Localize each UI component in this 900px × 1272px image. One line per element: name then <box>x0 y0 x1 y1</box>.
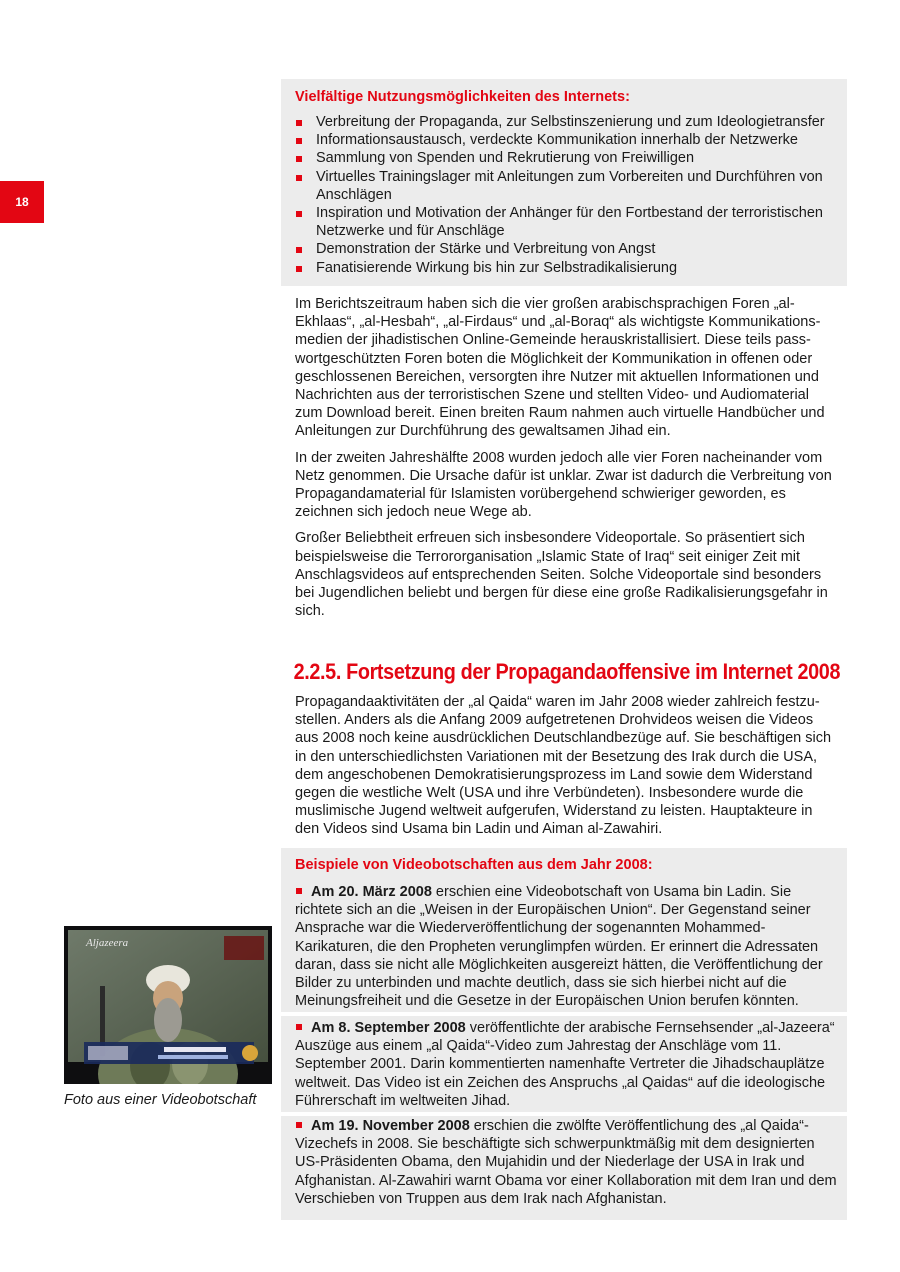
usage-list <box>295 113 835 277</box>
body-text <box>281 295 847 628</box>
video-still-illustration <box>64 926 272 1084</box>
example-date: Am 19. November 2008 <box>311 1118 470 1134</box>
example-date: Am 20. März 2008 <box>311 884 432 900</box>
photo-caption: Foto aus einer Videobotschaft <box>64 1092 257 1108</box>
examples-box-2 <box>281 1016 847 1112</box>
bullet-square-icon <box>296 1122 302 1128</box>
list-item: Informationsaustausch, verdeckte Kommunikation innerhalb der Netzwerke <box>295 131 835 149</box>
examples-box-1 <box>281 848 847 1012</box>
aljazeera-watermark: Aljazeera <box>86 937 129 949</box>
list-item: Inspiration und Motivation der Anhänger für den Fortbestand der terroristischen Netzwerke und für Anschläge <box>295 204 835 240</box>
list-item: Virtuelles Trainingslager mit Anleitungen zum Vorbereiten und Durchführen von Anschlägen <box>295 168 835 204</box>
example-item <box>295 1019 841 1110</box>
list-item: Sammlung von Spenden und Rekrutierung von Freiwilligen <box>295 149 835 167</box>
example-item <box>295 883 841 1010</box>
example-date: Am 8. September 2008 <box>311 1020 466 1036</box>
example-text: erschien eine Videobotschaft von Usama bin Ladin. Sie richtete sich an die „Weisen in der Europäischen Union“. Der Gegenstand seiner Ansprache war die Wiederveröffentlichung der sogenannten Mohammed-Karikaturen, die den Propheten verunglimpfen würden. Er erinnert die Adressaten daran, dass sie nicht alle Möglichkeiten ausgereizt hätten, die Veröffentlichung der Bilder zu unterbinden und machte deutlich, dass sie sich hierbei nicht auf die Meinungsfreiheit und die Gesetze in der Europäischen Union berufen könnten. <box>295 884 823 1010</box>
section-heading: 2.2.5. Fortsetzung der Propagandaoffensive im Internet 2008 <box>293 659 841 684</box>
example-item <box>295 1117 841 1208</box>
list-item: Fanatisierende Wirkung bis hin zur Selbstradikalisierung <box>295 259 835 277</box>
examples-box-3 <box>281 1116 847 1220</box>
bullet-square-icon <box>296 1024 302 1030</box>
page-number-tab: 18 <box>0 181 44 223</box>
examples-box-title: Beispiele von Videobotschaften aus dem Jahr 2008: <box>295 857 653 873</box>
usage-box <box>281 79 847 286</box>
bullet-square-icon <box>296 888 302 894</box>
paragraph: In der zweiten Jahreshälfte 2008 wurden jedoch alle vier Foren nacheinander vom Netz genommen. Die Ursache dafür ist unklar. Zwar ist dadurch die Verbreitung von Propagandamaterial für Islamisten vorübergehend schwieriger geworden, es zeichnen sich jedoch neue Wege ab. <box>295 449 832 521</box>
video-still-photo <box>64 926 272 1084</box>
section-paragraph: Propagandaaktivitäten der „al Qaida“ waren im Jahr 2008 wieder zahlreich festzustellen. Anders als die Anfang 2009 aufgetretenen Drohvideos weisen die Videos aus 2008 noch keine ausdrücklichen Deutschlandbezüge auf. Sie beschäftigen sich in den unterschiedlichsten Variationen mit der Besetzung des Irak durch die USA, dem angeschobenen Demokratisierungsprozess im Land sowie dem Widerstand gegen die westliche Welt (USA und ihre Verbündeten). Insbesondere wurde die muslimische Jugend weltweit aufgerufen, Widerstand zu leisten. Hauptakteure in den Videos sind Usama bin Ladin und Aiman al-Zawahiri. <box>295 694 832 838</box>
section-2-2-5 <box>281 659 847 847</box>
paragraph: Großer Beliebtheit erfreuen sich insbesondere Videoportale. So präsentiert sich beispielsweise die Terrororganisation „Islamic State of Iraq“ seit einiger Zeit mit Anschlagsvideos auf entsprechenden Seiten. Solche Videoportale sind besonders bei Jugendlichen beliebt und bergen für diese eine große Radikalisierungsgefahr in sich. <box>295 530 828 620</box>
example-text: veröffentlichte der arabische Fernsehsender „al-Jazeera“ Auszüge aus einem „al Qaida“-Video zum Jahrestag der Anschläge vom 11. September 2001. Darin kommentierten namenhafte Vertreter die Jihadschauplätze weltweit. Das Video ist ein Zeichen des Anspruchs „al Qaidas“ auf die ideologische Führerschaft im weltweiten Jihad. <box>295 1020 835 1109</box>
example-text: erschien die zwölfte Veröffentlichung des „al Qaida“-Vizechefs in 2008. Sie beschäftigte sich schwerpunktmäßig mit dem designierten US-Präsidenten Obama, den Mujahidin und der Niederlage der USA in Irak und Afghanistan. Al-Zawahiri warnt Obama vor einer Kollaboration mit dem Iran und dem Verschieben von Truppen aus dem Irak nach Afghanistan. <box>295 1118 837 1207</box>
usage-box-title: Vielfältige Nutzungsmöglichkeiten des Internets: <box>295 89 630 105</box>
paragraph: Im Berichtszeitraum haben sich die vier großen arabischsprachigen Foren „al-Ekhlaas“, „al-Hesbah“, „al-Firdaus“ und „al-Boraq“ als wichtigste Kommunikationsmedien der jihadistischen Online-Gemeinde herauskristallisiert. Diese teils passwortgeschützten Foren boten die Möglichkeit der Kommunikation in offenen oder geschlossenen Bereichen, versorgten ihre Nutzer mit aktuellen Informationen und Nachrichten aus der terroristischen Szene und stellten Video- und Audiomaterial zum Download bereit. Einen breiten Raum nahmen auch virtuelle Handbücher und Anleitungen zur Durchführung des gewaltsamen Jihad ein. <box>295 296 825 440</box>
list-item: Verbreitung der Propaganda, zur Selbstinszenierung und zum Ideologietransfer <box>295 113 835 131</box>
list-item: Demonstration der Stärke und Verbreitung von Angst <box>295 240 835 258</box>
